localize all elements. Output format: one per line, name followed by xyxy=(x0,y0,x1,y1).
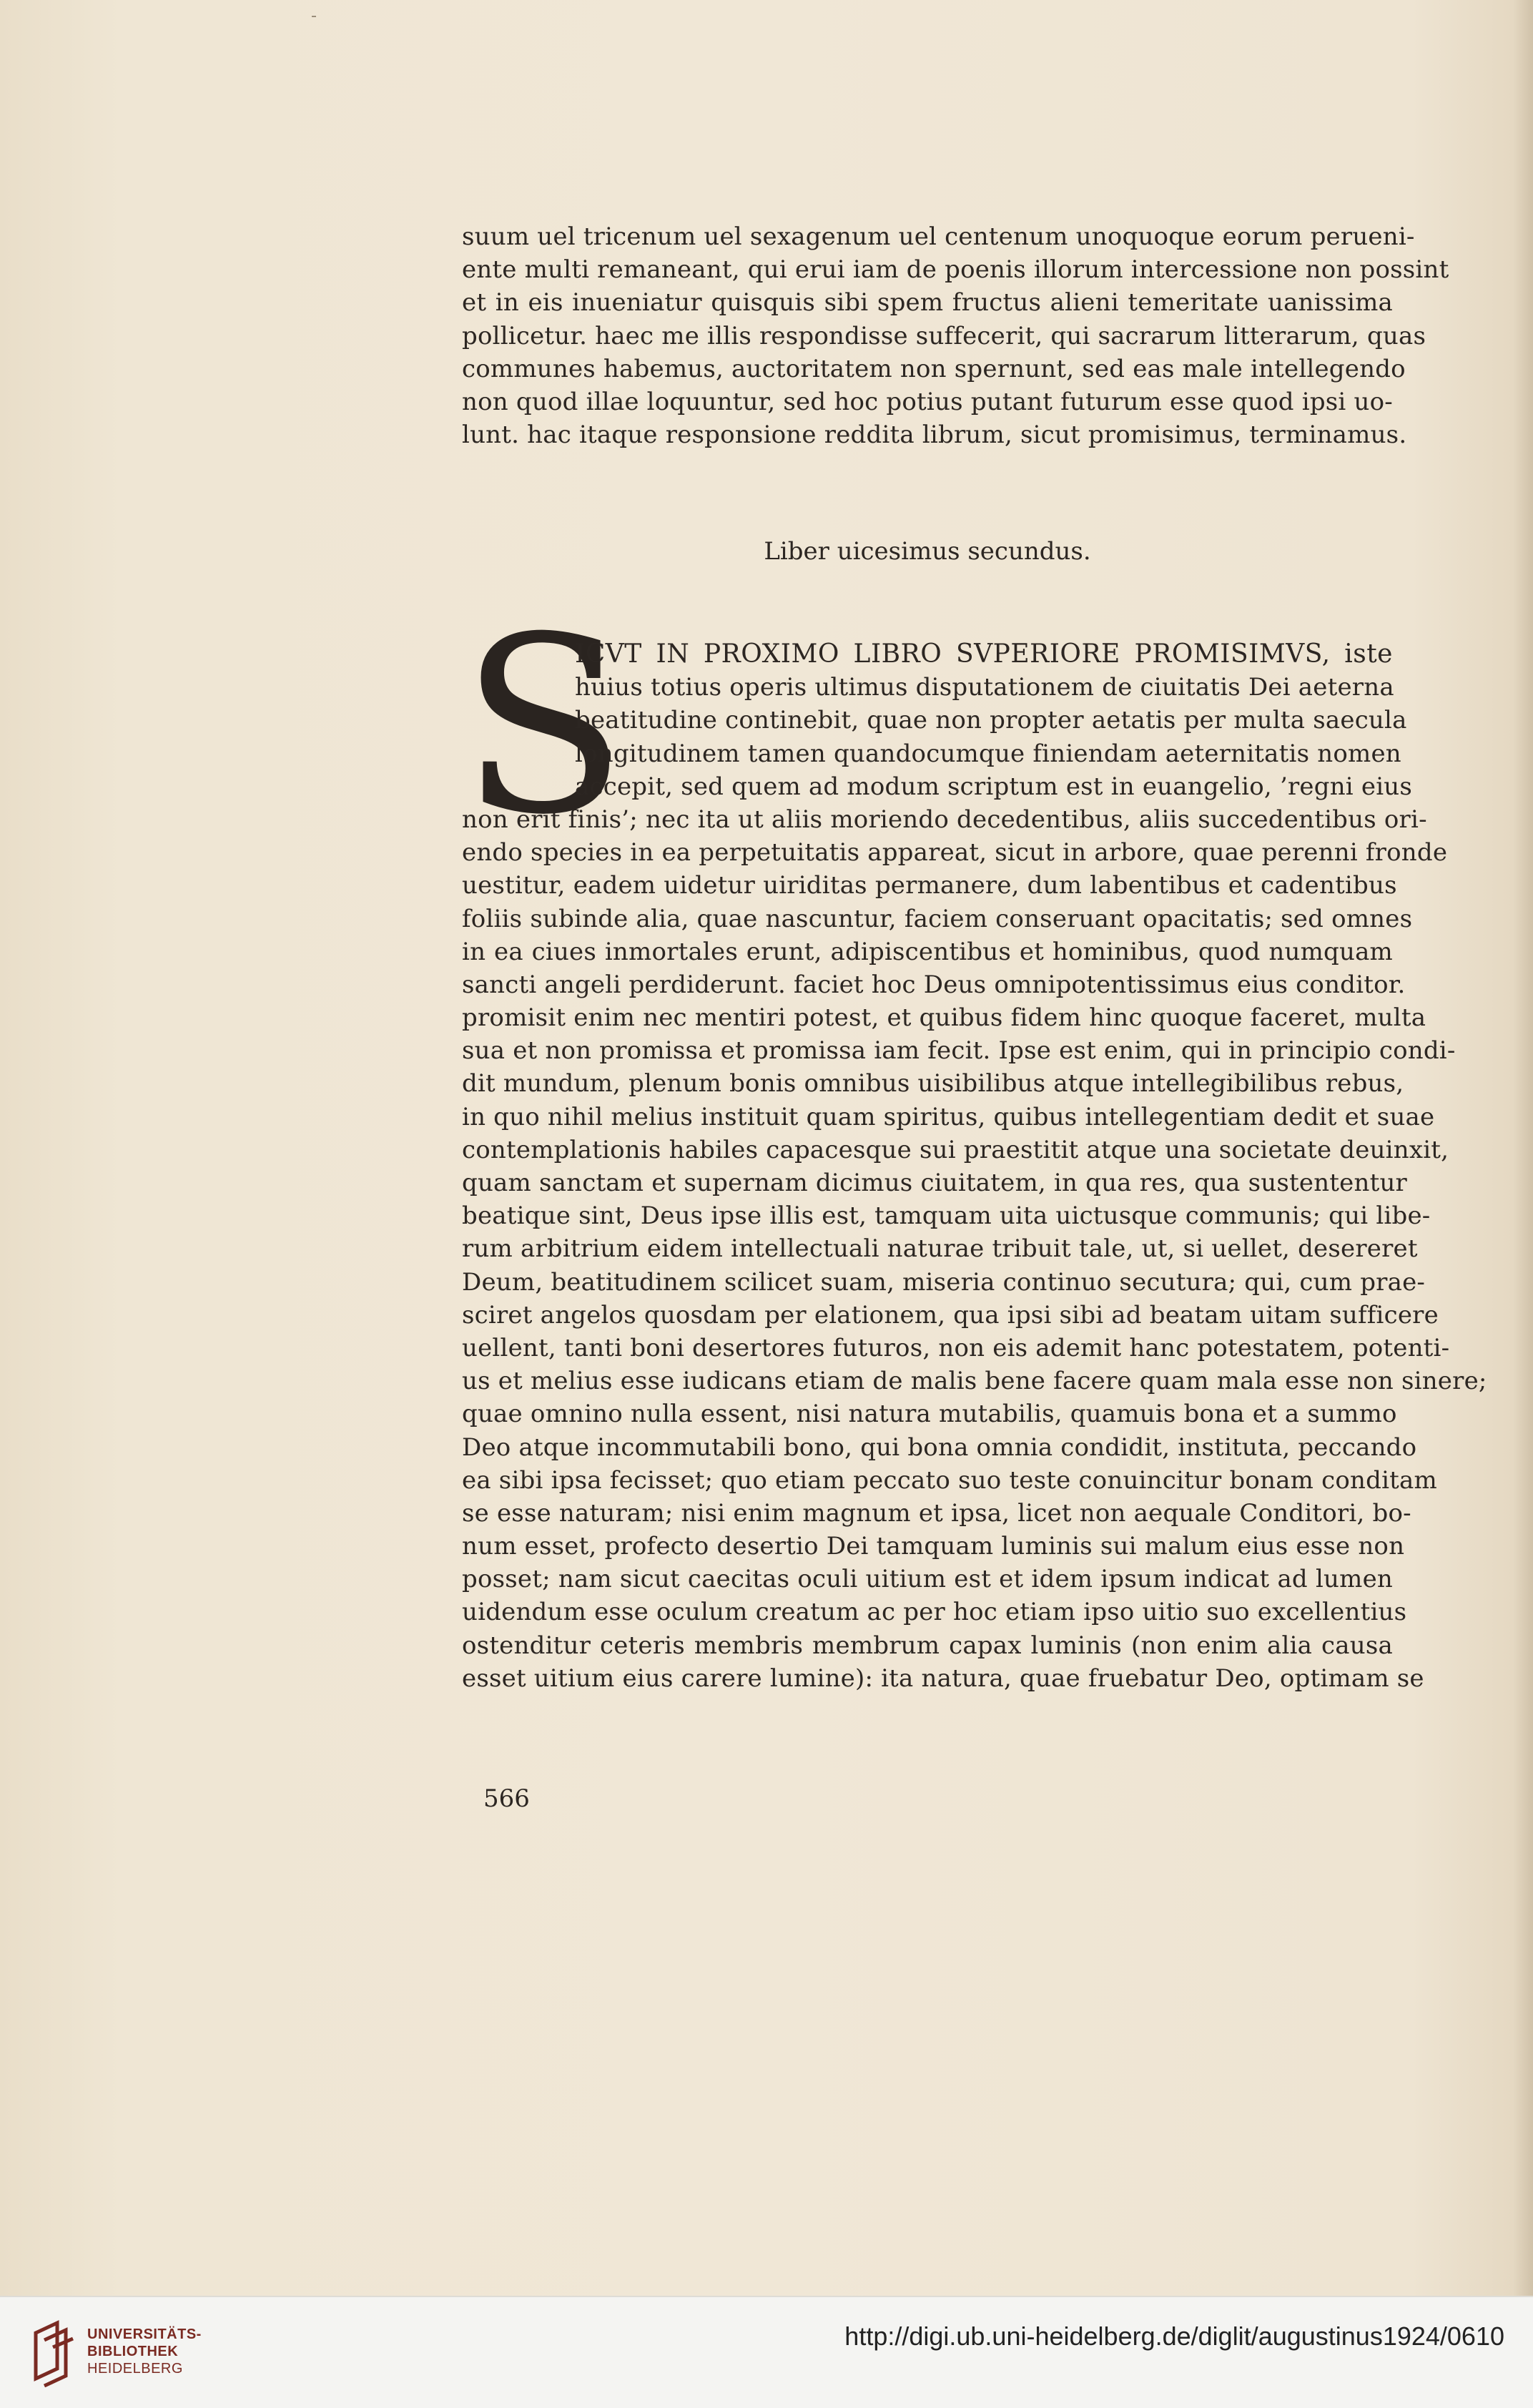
text-line: contemplationis habiles capacesque sui praestitit atque una societate deuinxit, xyxy=(462,1135,1449,1164)
library-name-line: HEIDELBERG xyxy=(87,2361,183,2377)
text-line: Deo atque incommutabili bono, qui bona omnia condidit, instituta, peccando xyxy=(462,1432,1417,1462)
library-logo-icon xyxy=(29,2319,79,2387)
text-line: num esset, profecto desertio Dei tamquam luminis sui malum eius esse non xyxy=(462,1532,1405,1561)
text-line: promisit enim nec mentiri potest, et quibus fidem hinc quoque faceret, multa xyxy=(462,1003,1426,1033)
text-line: dit mundum, plenum bonis omnibus uisibilibus atque intellegibilibus rebus, xyxy=(462,1069,1404,1099)
text-line: Deum, beatitudinem scilicet suam, miseria continuo secutura; qui, cum prae- xyxy=(462,1267,1426,1297)
chapter-text xyxy=(462,638,1487,1695)
library-name-line: BIBLIOTHEK xyxy=(87,2344,179,2359)
page-mark xyxy=(312,16,316,17)
text-line: ente multi remaneant, qui erui iam de poenis illorum intercessione non possint xyxy=(462,255,1449,285)
text-line: huius totius operis ultimus disputationem de ciuitatis Dei aeterna xyxy=(575,673,1394,702)
text-line: in quo nihil melius instituit quam spiritus, quibus intellegentiam dedit et suae xyxy=(462,1102,1435,1131)
text-line: et in eis inueniatur quisquis sibi spem fructus alieni temeritate uanissima xyxy=(462,288,1393,318)
page-number: 566 xyxy=(483,1784,530,1813)
text-line: non erit finis’; nec ita ut aliis moriendo decedentibus, aliis succedentibus ori- xyxy=(462,805,1427,834)
text-line: pollicetur. haec me illis respondisse suffecerit, qui sacrarum litterarum, quas xyxy=(462,321,1426,350)
text-line: beatique sint, Deus ipse illis est, tamquam uita uictusque communis; qui libe- xyxy=(462,1201,1431,1231)
text-line: non quod illae loquuntur, sed hoc potius putant futurum esse quod ipsi uo- xyxy=(462,387,1393,416)
text-line: suum uel tricenum uel sexagenum uel centenum unoquoque eorum perueni- xyxy=(462,222,1415,251)
text-line: quam sanctam et supernam dicimus ciuitatem, in qua res, qua sustententur xyxy=(462,1169,1407,1197)
text-line: ea sibi ipsa fecisset; quo etiam peccato suo teste conuincitur bonam conditam xyxy=(462,1465,1437,1495)
text-line: quae omnino nulla essent, nisi natura mutabilis, quamuis bona et a summo xyxy=(462,1400,1397,1429)
text-line: lunt. hac itaque responsione reddita librum, sicut promisimus, terminamus. xyxy=(462,421,1407,450)
text-line: uellent, tanti boni desertores futuros, non eis ademit hanc potestatem, potenti- xyxy=(462,1333,1450,1362)
source-url-link[interactable]: http://digi.ub.uni-heidelberg.de/diglit/augustinus1924/0610 xyxy=(844,2321,1504,2351)
text-line: sciret angelos quosdam per elationem, qua ipsi sibi ad beatam uitam sufficere xyxy=(462,1300,1439,1330)
text-line: beatitudine continebit, quae non propter aetatis per multa saecula xyxy=(575,706,1407,735)
text-line: in ea ciues inmortales erunt, adipiscentibus et hominibus, quod numquam xyxy=(462,937,1393,966)
book-heading: Liber uicesimus secundus. xyxy=(764,537,1091,566)
page-edge-shadow xyxy=(1513,0,1533,2296)
text-line: ICVT IN PROXIMO LIBRO SVPERIORE PROMISIMVS, iste xyxy=(575,639,1393,669)
text-line: endo species in ea perpetuitatis appareat, sicut in arbore, quae perenni fronde xyxy=(462,838,1448,868)
text-line: longitudinem tamen quandocumque finiendam aeternitatis nomen xyxy=(575,739,1401,768)
text-line: uidendum esse oculum creatum ac per hoc etiam ipso uitio suo excellentius xyxy=(462,1598,1407,1627)
text-line: se esse naturam; nisi enim magnum et ipsa, licet non aequale Conditori, bo- xyxy=(462,1498,1411,1528)
text-line: rum arbitrium eidem intellectuali naturae tribuit tale, ut, si uellet, desereret xyxy=(462,1234,1418,1264)
text-line: us et melius esse iudicans etiam de malis bene facere quam mala esse non sinere; xyxy=(462,1367,1487,1396)
text-line: sancti angeli perdiderunt. faciet hoc Deus omnipotentissimus eius conditor. xyxy=(462,970,1406,999)
text-line: ostenditur ceteris membris membrum capax luminis (non enim alia causa xyxy=(462,1631,1393,1660)
text-line: foliis subinde alia, quae nascuntur, faciem conseruant opacitatis; sed omnes xyxy=(462,904,1413,933)
library-name-line: UNIVERSITÄTS- xyxy=(87,2326,202,2342)
library-name xyxy=(87,2326,202,2377)
text-line: uestitur, eadem uidetur uiriditas permanere, dum labentibus et cadentibus xyxy=(462,871,1397,900)
text-line: communes habemus, auctoritatem non spernunt, sed eas male intellegendo xyxy=(462,354,1406,383)
upper-paragraph xyxy=(462,220,1449,451)
text-line: sua et non promissa et promissa iam fecit. Ipse est enim, qui in principio condi- xyxy=(462,1036,1456,1066)
footer-bar xyxy=(0,2296,1533,2408)
text-line: accepit, sed quem ad modum scriptum est in euangelio, ’regni eius xyxy=(575,772,1413,801)
text-line: posset; nam sicut caecitas oculi uitium est et idem ipsum indicat ad lumen xyxy=(462,1565,1393,1594)
drop-cap: S xyxy=(460,585,627,868)
text-line: esset uitium eius carere lumine): ita natura, quae fruebatur Deo, optimam se xyxy=(462,1664,1424,1693)
